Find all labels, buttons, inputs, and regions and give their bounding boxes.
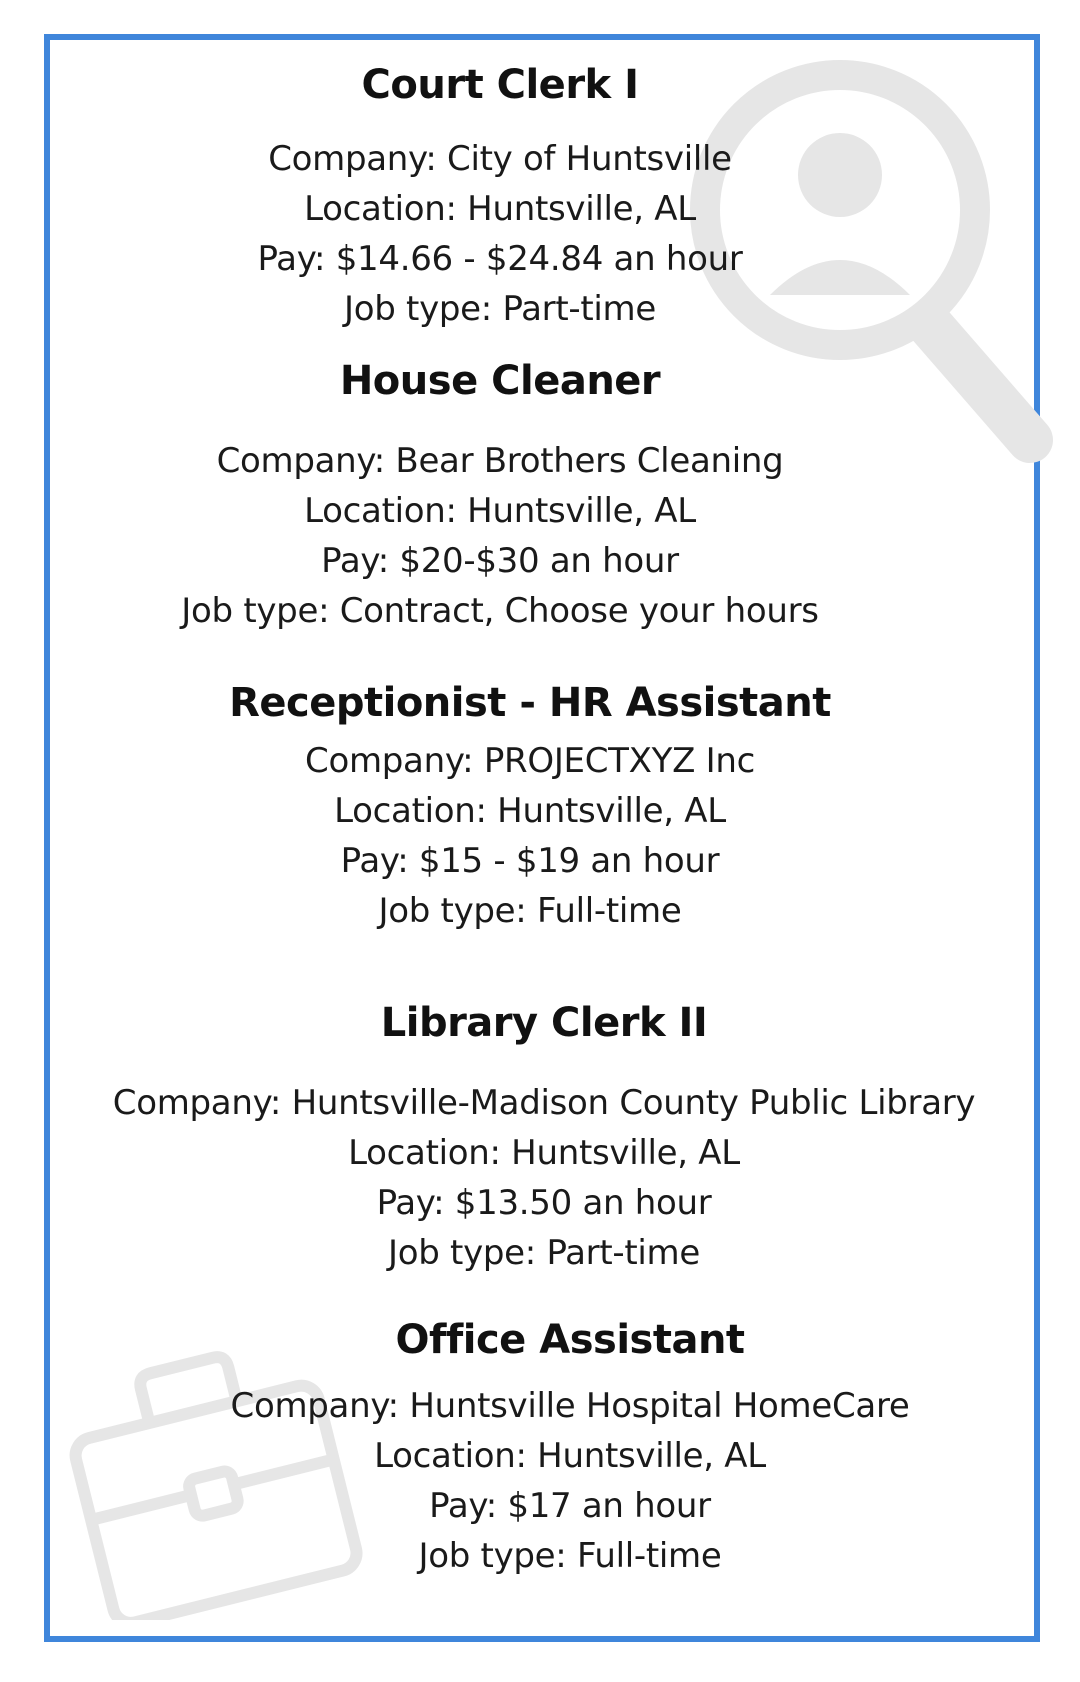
job-listing <box>30 680 1030 936</box>
job-type: Job type: Full-time <box>378 891 682 931</box>
job-title: House Cleaner <box>339 358 661 404</box>
job-type: Job type: Part-time <box>388 1233 700 1273</box>
job-company: Company: City of Huntsville <box>268 139 732 179</box>
job-location: Location: Huntsville, AL <box>304 189 696 229</box>
job-pay: Pay: $13.50 an hour <box>376 1183 712 1223</box>
job-pay: Pay: $15 - $19 an hour <box>340 841 720 881</box>
job-listing <box>44 1000 1044 1278</box>
job-pay: Pay: $14.66 - $24.84 an hour <box>257 239 743 279</box>
job-pay: Pay: $20-$30 an hour <box>321 541 679 581</box>
job-location: Location: Huntsville, AL <box>304 491 696 531</box>
job-location: Location: Huntsville, AL <box>374 1436 766 1476</box>
job-listing <box>0 62 1000 334</box>
job-type: Job type: Full-time <box>418 1536 722 1576</box>
job-location: Location: Huntsville, AL <box>334 791 726 831</box>
job-pay: Pay: $17 an hour <box>429 1486 711 1526</box>
job-title: Office Assistant <box>395 1317 745 1363</box>
job-type: Job type: Part-time <box>344 289 656 329</box>
job-company: Company: Huntsville Hospital HomeCare <box>230 1386 910 1426</box>
job-type: Job type: Contract, Choose your hours <box>181 591 819 631</box>
job-title: Library Clerk II <box>380 1000 708 1046</box>
job-title: Receptionist - HR Assistant <box>229 680 831 726</box>
job-company: Company: PROJECTXYZ Inc <box>305 741 755 781</box>
job-title: Court Clerk I <box>361 62 639 108</box>
job-listing <box>70 1317 1070 1581</box>
job-location: Location: Huntsville, AL <box>348 1133 740 1173</box>
job-company: Company: Huntsville-Madison County Public Library <box>112 1083 976 1123</box>
job-listing <box>0 358 1000 636</box>
job-company: Company: Bear Brothers Cleaning <box>216 441 784 481</box>
